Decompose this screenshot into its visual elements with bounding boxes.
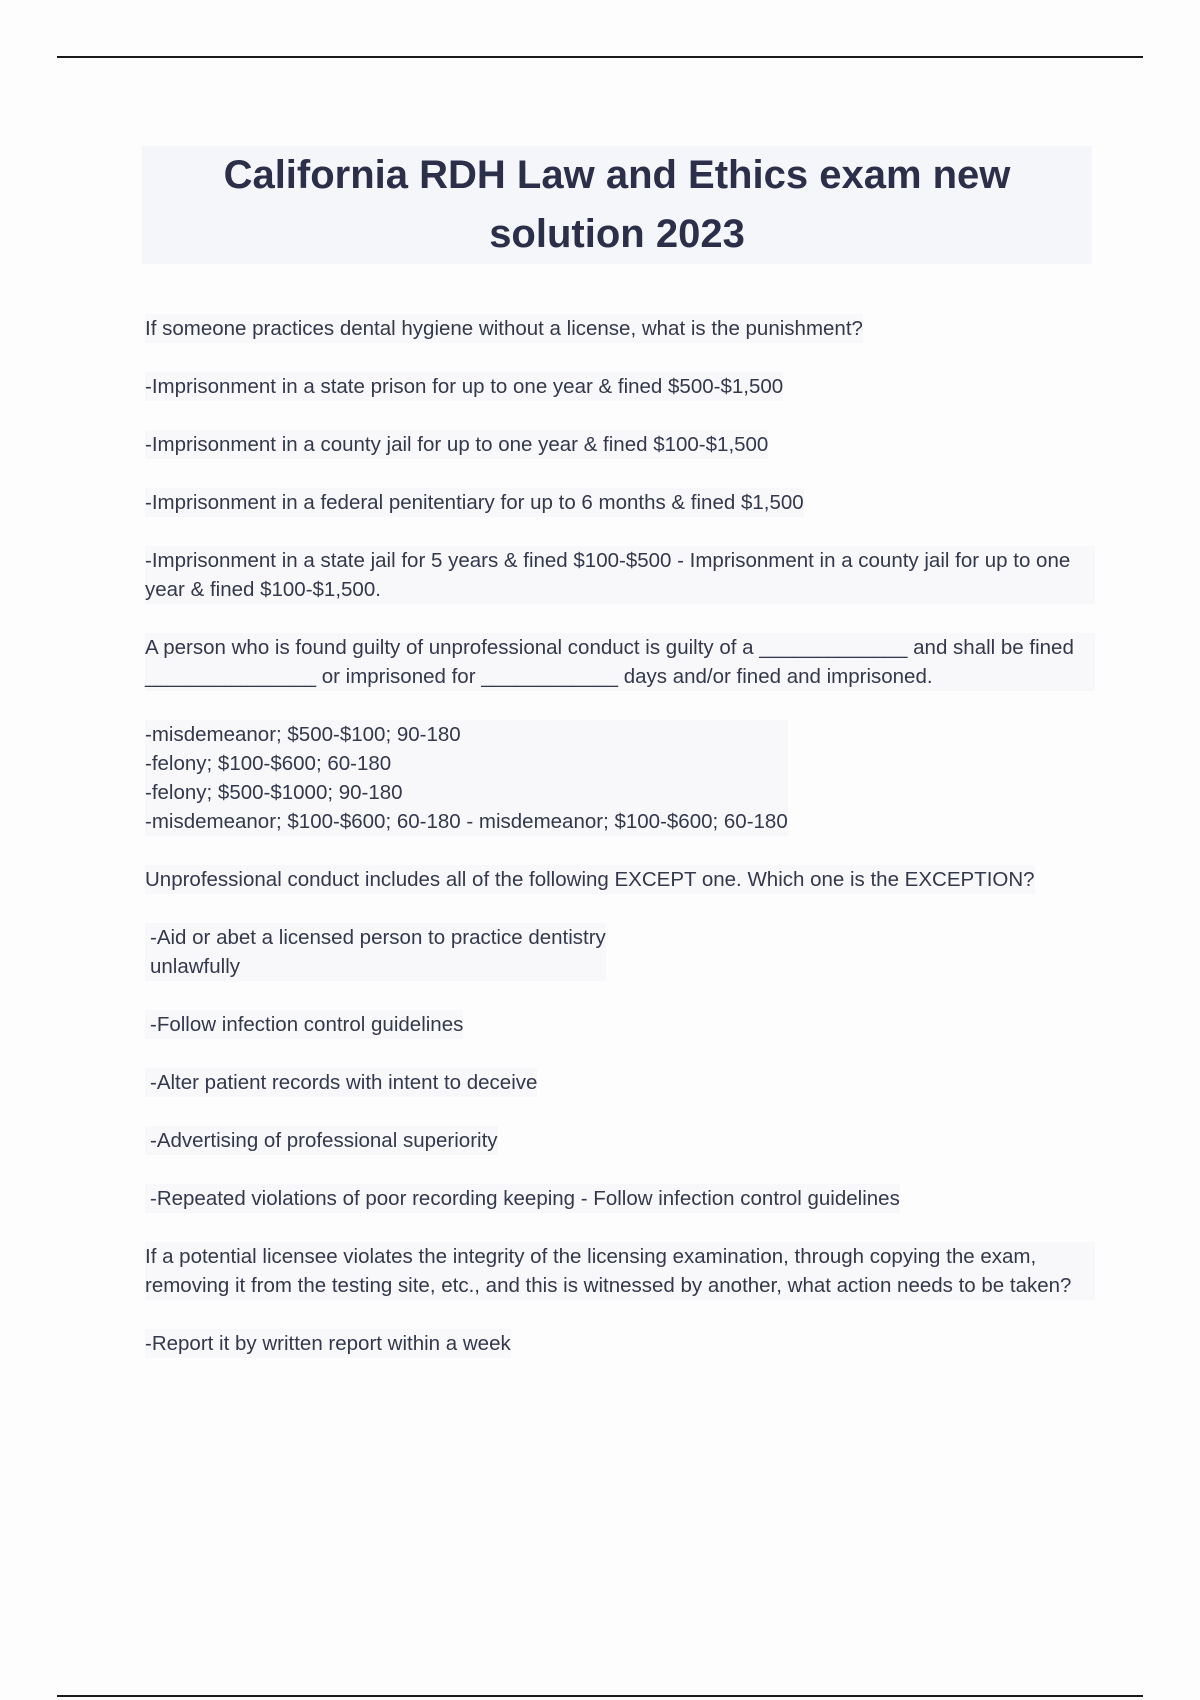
q2-option-3: -felony; $500-$1000; 90-180 bbox=[145, 781, 403, 804]
q3-option-1 bbox=[145, 923, 606, 981]
bottom-rule bbox=[57, 1695, 1143, 1697]
q1-option-2: -Imprisonment in a county jail for up to one year & fined $100-$1,500 bbox=[145, 430, 768, 459]
q2-option-1: -misdemeanor; $500-$100; 90-180 bbox=[145, 723, 461, 746]
q1-option-3: -Imprisonment in a federal penitentiary for up to 6 months & fined $1,500 bbox=[145, 488, 804, 517]
q2-option-4: -misdemeanor; $100-$600; 60-180 - misdemeanor; $100-$600; 60-180 bbox=[145, 810, 788, 833]
question-1: If someone practices dental hygiene without a license, what is the punishment? bbox=[145, 314, 863, 343]
q1-option-1: -Imprisonment in a state prison for up to one year & fined $500-$1,500 bbox=[145, 372, 783, 401]
q1-option-4: -Imprisonment in a state jail for 5 years & fined $100-$500 - Imprisonment in a county jail for up to one year & fined $100-$1,500. bbox=[145, 546, 1095, 604]
top-rule bbox=[57, 56, 1143, 58]
title-box bbox=[142, 146, 1092, 264]
q2-options bbox=[145, 720, 788, 836]
question-3: Unprofessional conduct includes all of the following EXCEPT one. Which one is the EXCEPTION? bbox=[145, 865, 1035, 894]
q2-option-2: -felony; $100-$600; 60-180 bbox=[145, 752, 392, 775]
question-2: A person who is found guilty of unprofessional conduct is guilty of a _____________ and shall be fined _______________ or imprisoned for ____________ days and/or fined and imprisoned. bbox=[145, 633, 1095, 691]
q3-option-1-line-1: -Aid or abet a licensed person to practice dentistry bbox=[150, 926, 606, 949]
q4-option-1: -Report it by written report within a week bbox=[145, 1329, 511, 1358]
document-body bbox=[145, 314, 1095, 1387]
document-title: California RDH Law and Ethics exam new solution 2023 bbox=[223, 153, 1011, 256]
question-4: If a potential licensee violates the integrity of the licensing examination, through copying the exam, removing it from the testing site, etc., and this is witnessed by another, what action needs to be taken? bbox=[145, 1242, 1095, 1300]
q3-option-1-line-2: unlawfully bbox=[150, 955, 241, 978]
q3-option-3: -Alter patient records with intent to deceive bbox=[145, 1068, 537, 1097]
q3-option-5: -Repeated violations of poor recording keeping - Follow infection control guidelines bbox=[145, 1184, 900, 1213]
q3-option-2: -Follow infection control guidelines bbox=[145, 1010, 463, 1039]
q3-option-4: -Advertising of professional superiority bbox=[145, 1126, 498, 1155]
